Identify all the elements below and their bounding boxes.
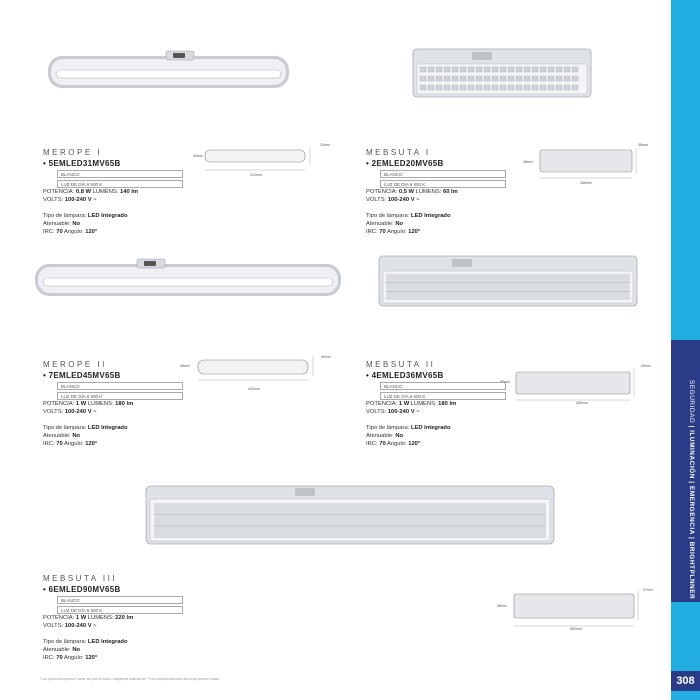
product-code: • 5EMLED31MV65B	[43, 159, 121, 168]
lamp-type-spec: Tipo de lámpara: LED Integrado	[43, 425, 128, 431]
section-sidebar	[671, 0, 700, 700]
color-temp-badge: LUZ DE DÍA 6 500 K	[57, 392, 183, 400]
irc-angle-spec: IRC: 70 Angulo: 120°	[43, 655, 98, 661]
footer-disclaimer: *Los productos pueden variar sin previo aviso. Imágenes ilustrativas. **Las especificaciones técnicas pueden variar.	[40, 677, 220, 681]
color-badge: BLANCO	[57, 596, 183, 604]
dimmable-spec: Atenuable: No	[366, 221, 404, 227]
mebsuta-i-product-image	[412, 48, 592, 98]
page-number: 308	[671, 671, 700, 691]
merope-i-depth-label: 33mm	[320, 143, 330, 147]
product-name: MEROPE II	[43, 360, 107, 369]
merope-i-product-image	[46, 48, 291, 93]
mebsuta-iii-depth-label: 37mm	[643, 588, 653, 592]
mebsuta-i-height-label: 48mm	[523, 160, 533, 164]
dimmable-spec: Atenuable: No	[366, 433, 404, 439]
merope-ii-product-image	[33, 256, 343, 301]
volts-spec: VOLTS: 100-240 V ~	[43, 197, 97, 203]
volts-spec: VOLTS: 100-240 V ~	[43, 623, 97, 629]
color-temp-badge: LUZ DE DÍA 6 500 K	[57, 180, 183, 188]
irc-angle-spec: IRC: 70 Angulo: 120°	[366, 229, 421, 235]
irc-angle-spec: IRC: 70 Angulo: 120°	[366, 441, 421, 447]
irc-angle-spec: IRC: 70 Angulo: 120°	[43, 229, 98, 235]
lamp-type-spec: Tipo de lámpara: LED Integrado	[43, 639, 128, 645]
power-spec: POTENCIA: 1 W LUMENS: 180 lm	[43, 401, 134, 407]
color-badge: BLANCO	[380, 382, 506, 390]
product-code: • 4EMLED36MV65B	[366, 371, 444, 380]
mebsuta-ii-dimension-drawing	[498, 362, 658, 406]
merope-ii-dimension-drawing	[178, 352, 338, 397]
merope-i-dimension-drawing	[190, 140, 340, 190]
volts-spec: VOLTS: 100-240 V ~	[43, 409, 97, 415]
merope-i-height-label: 40mm	[193, 154, 203, 158]
product-name: MEBSUTA I	[366, 148, 431, 157]
power-spec: POTENCIA: 1 W LUMENS: 180 lm	[366, 401, 457, 407]
product-merope-ii	[43, 360, 183, 448]
color-badge: BLANCO	[380, 170, 506, 178]
mebsuta-i-width-label: 285mm	[580, 181, 592, 185]
mebsuta-iii-height-label: 58mm	[497, 604, 507, 608]
sidebar-section-label: SEGURIDAD | ILUMINACIÓN | EMERGENCIA | BRIGHTPLNNER	[688, 380, 695, 600]
dimmable-spec: Atenuable: No	[43, 221, 81, 227]
dimmable-spec: Atenuable: No	[43, 433, 81, 439]
mebsuta-i-depth-label: 38mm	[638, 143, 648, 147]
product-code: • 7EMLED45MV65B	[43, 371, 121, 380]
mebsuta-iii-width-label: 560mm	[570, 627, 582, 631]
lamp-type-spec: Tipo de lámpara: LED Integrado	[43, 213, 128, 219]
color-temp-badge: LUZ DE DÍA 6 500 K	[380, 392, 506, 400]
mebsuta-ii-product-image	[378, 255, 638, 307]
power-spec: POTENCIA: 0.5 W LUMENS: 60 lm	[366, 189, 458, 195]
product-mebsuta-i	[366, 148, 506, 236]
mebsuta-i-dimension-drawing	[520, 140, 660, 188]
mebsuta-ii-depth-label: 33mm	[641, 364, 651, 368]
power-spec: POTENCIA: 0.8 W LUMENS: 140 lm	[43, 189, 139, 195]
merope-i-width-label: 310mm	[250, 173, 262, 177]
product-code: • 6EMLED90MV65B	[43, 585, 121, 594]
product-name: MEBSUTA III	[43, 574, 118, 583]
power-spec: POTENCIA: 1 W LUMENS: 220 lm	[43, 615, 134, 621]
mebsuta-iii-product-image	[145, 485, 555, 545]
irc-angle-spec: IRC: 70 Angulo: 120°	[43, 441, 98, 447]
merope-ii-depth-label: 40mm	[321, 355, 331, 359]
product-merope-i	[43, 148, 183, 236]
volts-spec: VOLTS: 100-240 V ~	[366, 197, 420, 203]
merope-ii-width-label: 402mm	[248, 387, 260, 391]
mebsuta-ii-width-label: 360mm	[576, 401, 588, 405]
product-name: MEBSUTA II	[366, 360, 436, 369]
color-temp-badge: LUZ DE DÍA 6 500 K	[57, 606, 183, 614]
mebsuta-iii-dimension-drawing	[496, 586, 660, 634]
color-temp-badge: LUZ DE DÍA 6 500 K	[380, 180, 506, 188]
product-mebsuta-iii	[43, 574, 183, 662]
volts-spec: VOLTS: 100-240 V ~	[366, 409, 420, 415]
lamp-type-spec: Tipo de lámpara: LED Integrado	[366, 213, 451, 219]
color-badge: BLANCO	[57, 170, 183, 178]
product-mebsuta-ii	[366, 360, 506, 448]
merope-ii-height-label: 48mm	[180, 364, 190, 368]
product-code: • 2EMLED20MV65B	[366, 159, 444, 168]
mebsuta-ii-height-label: 58mm	[500, 380, 510, 384]
lamp-type-spec: Tipo de lámpara: LED Integrado	[366, 425, 451, 431]
dimmable-spec: Atenuable: No	[43, 647, 81, 653]
product-name: MEROPE I	[43, 148, 103, 157]
color-badge: BLANCO	[57, 382, 183, 390]
